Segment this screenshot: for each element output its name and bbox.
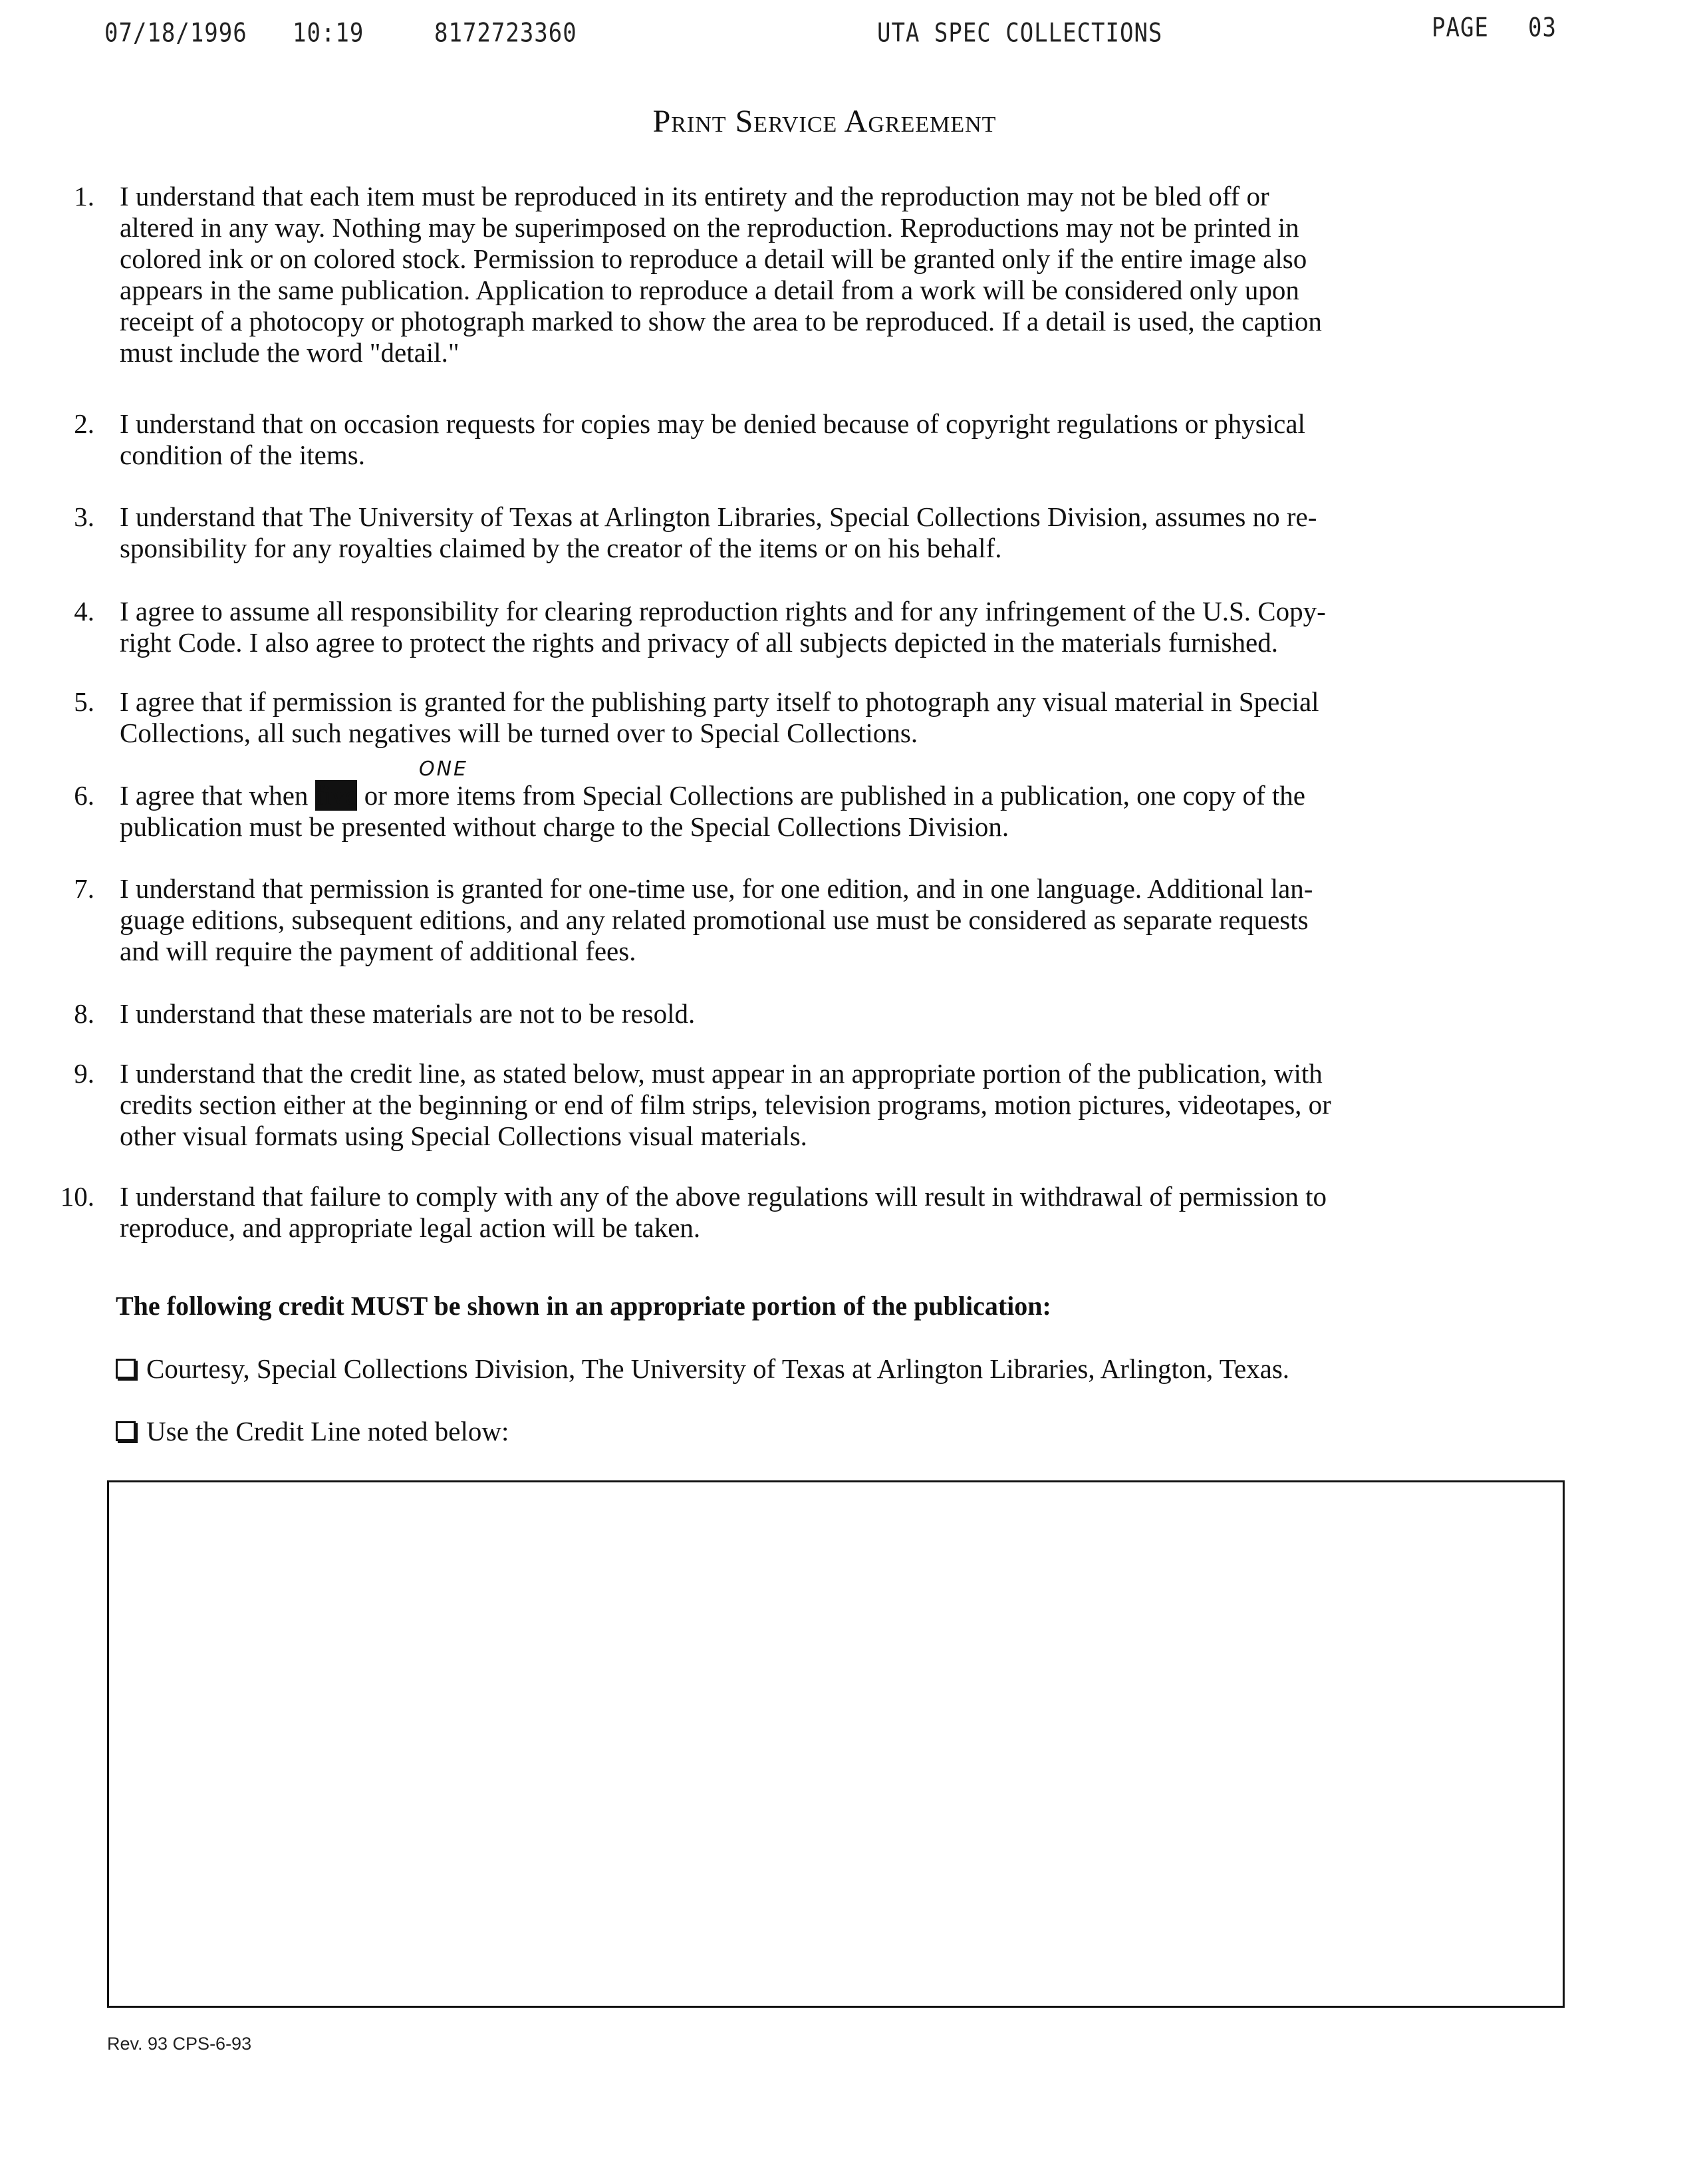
item-text — [120, 408, 1583, 471]
item-line: right Code. I also agree to protect the rights and privacy of all subjects depicted in the materials furnished. — [120, 627, 1278, 658]
item-number: 3. — [74, 501, 94, 532]
item-number: 5. — [74, 686, 94, 717]
item-number: 9. — [74, 1058, 94, 1089]
item-line: I understand that these materials are not to be resold. — [120, 998, 696, 1029]
struck-word: five — [315, 780, 358, 811]
item-line: sponsibility for any royalties claimed by the creator of the items or on his behalf. — [120, 533, 1002, 563]
item-line: I agree to assume all responsibility for clearing reproduction rights and for any infringement of the U.S. Copy- — [120, 596, 1326, 626]
fax-page-label: PAGE — [1432, 13, 1489, 43]
item-line: I understand that each item must be reproduced in its entirety and the reproduction may not be bled off or — [120, 181, 1269, 211]
fax-date: 07/18/1996 — [104, 18, 247, 49]
checkbox-icon[interactable] — [116, 1421, 136, 1441]
item-text-before: I agree that when — [120, 780, 315, 811]
item-text — [120, 686, 1583, 749]
item-line: publication must be presented without charge to the Special Collections Division. — [120, 811, 1009, 842]
fax-page-number: 03 — [1528, 13, 1557, 43]
checkbox-icon[interactable] — [116, 1359, 136, 1379]
item-line: colored ink or on colored stock. Permission to reproduce a detail will be granted only if the entire image also — [120, 243, 1307, 274]
item-line: altered in any way. Nothing may be superimposed on the reproduction. Reproductions may not be printed in — [120, 212, 1299, 243]
item-line: I agree that if permission is granted for the publishing party itself to photograph any visual material in Special — [120, 686, 1319, 717]
item-line: other visual formats using Special Collections visual materials. — [120, 1121, 807, 1151]
handwritten-correction: ONE — [419, 757, 469, 781]
fax-sender: UTA SPEC COLLECTIONS — [877, 18, 1163, 49]
item-line: appears in the same publication. Application to reproduce a detail from a work will be considered only upon — [120, 275, 1299, 305]
item-text-after: or more items from Special Collections are published in a publication, one copy of the — [357, 780, 1305, 811]
item-number: 1. — [74, 181, 94, 211]
item-number: 8. — [74, 998, 94, 1029]
item-number: 4. — [74, 596, 94, 626]
item-text — [120, 501, 1583, 564]
item-text — [120, 757, 1583, 843]
item-text — [120, 1058, 1583, 1152]
item-line — [120, 780, 1583, 811]
item-line: I understand that The University of Texas at Arlington Libraries, Special Collections Division, assumes no re- — [120, 501, 1317, 532]
fax-time: 10:19 — [293, 18, 364, 49]
item-line: I understand that the credit line, as stated below, must appear in an appropriate portion of the publication, with — [120, 1058, 1323, 1089]
item-line: Collections, all such negatives will be turned over to Special Collections. — [120, 718, 918, 748]
item-text — [120, 998, 1583, 1029]
credit-option-custom[interactable] — [116, 1415, 509, 1447]
page-title: Print Service Agreement — [652, 104, 997, 139]
item-number: 10. — [60, 1181, 94, 1212]
item-line: credits section either at the beginning or end of film strips, television programs, motion pictures, videotapes, or — [120, 1089, 1331, 1120]
item-line: I understand that on occasion requests for copies may be denied because of copyright regulations or physical — [120, 408, 1305, 439]
revision-note: Rev. 93 CPS-6-93 — [107, 2034, 252, 2054]
item-text — [120, 873, 1583, 967]
item-line: I understand that permission is granted for one-time use, for one edition, and in one language. Additional lan- — [120, 873, 1313, 904]
credit-line-box[interactable] — [107, 1480, 1565, 2008]
item-number: 7. — [74, 873, 94, 904]
item-text — [120, 181, 1583, 368]
credit-option-label: Use the Credit Line noted below: — [146, 1416, 509, 1446]
item-text — [120, 1181, 1583, 1244]
item-line: guage editions, subsequent editions, and any related promotional use must be considered as separate requests — [120, 904, 1309, 935]
item-line: I understand that failure to comply with any of the above regulations will result in withdrawal of permission to — [120, 1181, 1327, 1212]
credit-heading: The following credit MUST be shown in an appropriate portion of the publication: — [116, 1291, 1051, 1321]
item-line: condition of the items. — [120, 440, 365, 470]
item-line: and will require the payment of additional fees. — [120, 936, 636, 966]
credit-option-courtesy[interactable] — [116, 1353, 1289, 1385]
credit-option-label: Courtesy, Special Collections Division, The University of Texas at Arlington Libraries, Arlington, Texas. — [146, 1353, 1290, 1384]
item-number: 6. — [74, 780, 94, 811]
item-line: reproduce, and appropriate legal action will be taken. — [120, 1212, 701, 1243]
item-text — [120, 596, 1583, 658]
item-line: receipt of a photocopy or photograph marked to show the area to be reproduced. If a detail is used, the caption — [120, 306, 1322, 337]
item-line: must include the word "detail." — [120, 337, 459, 368]
item-number: 2. — [74, 408, 94, 439]
fax-phone: 8172723360 — [434, 18, 577, 49]
